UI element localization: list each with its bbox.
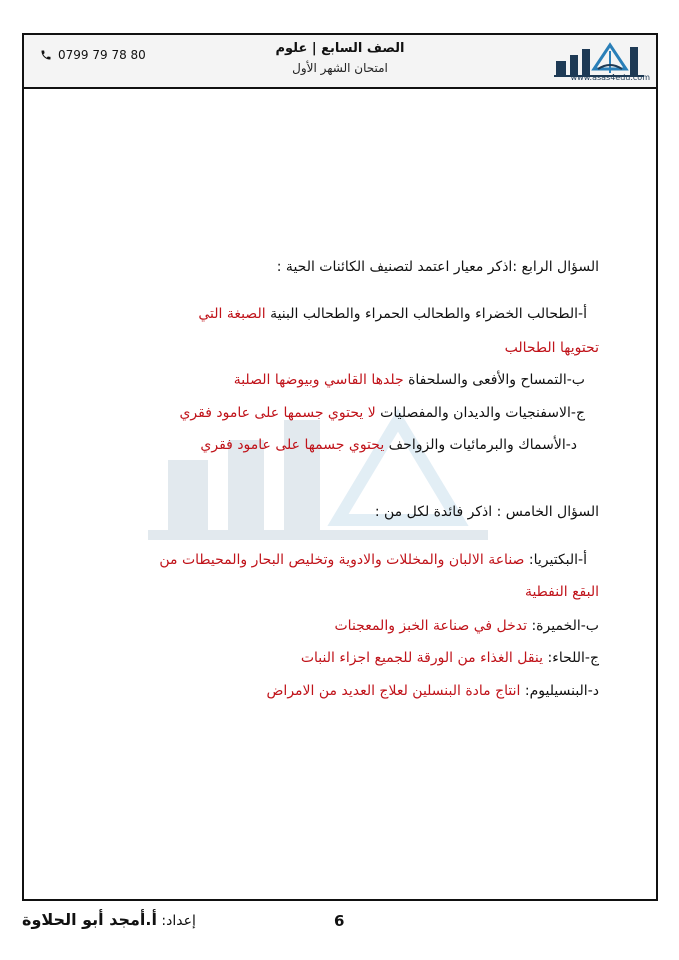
question4-b-prefix: ب-التمساح والأفعى والسلحفاة xyxy=(408,372,585,388)
question4-a-prefix: أ-الطحالب الخضراء والطحالب الحمراء والطحالب البنية xyxy=(270,306,587,322)
page-title: الصف السابع | علوم xyxy=(275,41,405,56)
question4-d-answer: يحتوي جسمها على عامود فقري xyxy=(200,437,385,453)
question4-a-answer: الصبغة التي xyxy=(198,306,266,322)
question4-item-a-cont xyxy=(505,340,599,356)
question5-a-answer: صناعة الالبان والمخللات والادوية وتخليص البحار والمحيطات من xyxy=(159,552,525,568)
logo-url: www.asas4edu.com xyxy=(570,73,650,82)
question5-item-a-cont xyxy=(525,584,599,600)
question4-c-answer: لا يحتوي جسمها على عامود فقري xyxy=(179,405,376,421)
question5-b-prefix: ب-الخميرة: xyxy=(531,618,599,634)
question5-d-answer: انتاج مادة البنسلين لعلاج العديد من الامراض xyxy=(266,683,521,699)
question4-a-answer-cont: تحتويها الطحالب xyxy=(504,340,599,356)
question4-item-b xyxy=(234,372,585,388)
page-number: 6 xyxy=(334,912,345,930)
question4-b-answer: جلدها القاسي وبيوضها الصلبة xyxy=(233,372,404,388)
question4-d-prefix: د-الأسماك والبرمائيات والزواحف xyxy=(388,437,577,453)
question5-item-c xyxy=(301,650,599,666)
author-label: إعداد: xyxy=(161,913,196,929)
question4-item-d xyxy=(200,437,577,453)
author-name: أ.أمجد أبو الحلاوة xyxy=(22,910,157,929)
watermark-logo-icon xyxy=(148,400,488,570)
question5-item-a xyxy=(159,552,587,568)
question5-c-prefix: ج-اللحاء: xyxy=(547,650,599,666)
question5-c-answer: ينقل الغذاء من الورقة للجميع اجزاء النبات xyxy=(300,650,544,666)
footer-author xyxy=(22,910,196,929)
question5-heading: السؤال الخامس : اذكر فائدة لكل من : xyxy=(374,504,599,520)
question4-item-c xyxy=(179,405,585,421)
question4-c-prefix: ج-الاسفنجيات والديدان والمفصليات xyxy=(380,405,585,421)
page-subtitle: امتحان الشهر الأول xyxy=(292,61,388,75)
question5-d-prefix: د-البنسيليوم: xyxy=(524,683,599,699)
question4-item-a xyxy=(198,306,587,322)
phone-text: 0799 79 78 80 xyxy=(58,48,146,62)
question5-a-answer-cont: البقع النفطية xyxy=(524,584,599,600)
question5-b-answer: تدخل في صناعة الخبز والمعجنات xyxy=(334,618,528,634)
question5-item-b xyxy=(335,618,600,634)
page-header xyxy=(24,35,656,89)
question4-heading: السؤال الرابع :اذكر معيار اعتمد لتصنيف الكائنات الحية : xyxy=(276,259,599,275)
question5-a-prefix: أ-البكتيريا: xyxy=(528,552,587,568)
question5-item-d xyxy=(267,683,600,699)
